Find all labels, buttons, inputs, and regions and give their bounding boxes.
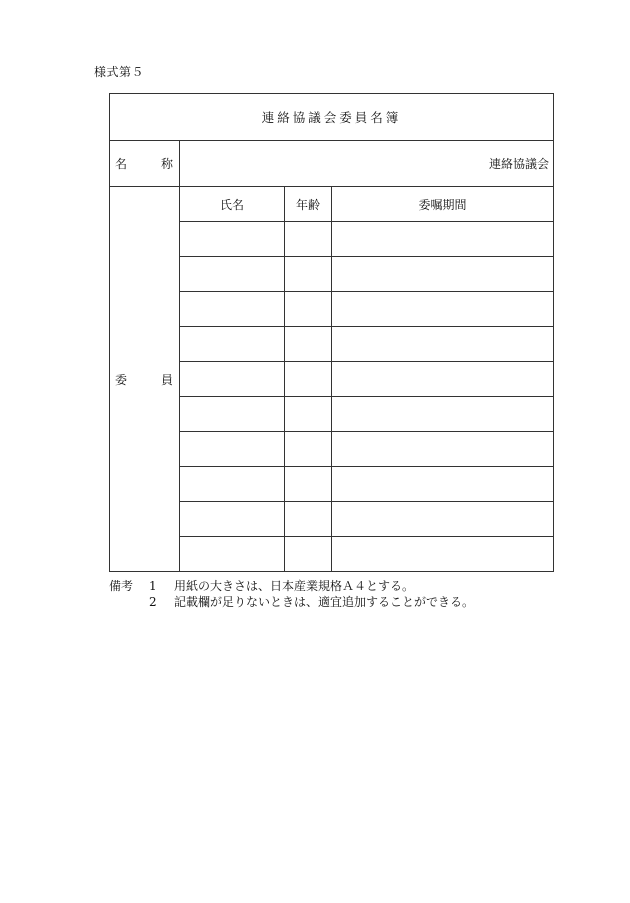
- name-cell[interactable]: [180, 537, 285, 572]
- members-label-char-2: 員: [160, 372, 173, 387]
- term-cell[interactable]: [332, 362, 554, 397]
- note-number: 2: [149, 595, 157, 609]
- age-cell[interactable]: [285, 327, 332, 362]
- column-header-age: 年齢: [285, 187, 332, 222]
- form-number: 様式第５: [94, 65, 145, 79]
- name-cell[interactable]: [180, 222, 285, 257]
- name-cell[interactable]: [180, 397, 285, 432]
- age-cell[interactable]: [285, 292, 332, 327]
- term-cell[interactable]: [332, 222, 554, 257]
- name-cell[interactable]: [180, 467, 285, 502]
- age-cell[interactable]: [285, 222, 332, 257]
- name-cell[interactable]: [180, 257, 285, 292]
- column-header-row: [110, 187, 554, 222]
- age-cell[interactable]: [285, 397, 332, 432]
- age-cell[interactable]: [285, 362, 332, 397]
- term-cell[interactable]: [332, 502, 554, 537]
- term-cell[interactable]: [332, 397, 554, 432]
- name-label-char-2: 称: [160, 157, 173, 171]
- title-row: [110, 94, 554, 141]
- table-title: 連絡協議会委員名簿: [110, 94, 554, 141]
- name-label-char-1: 名: [115, 157, 128, 171]
- name-cell[interactable]: [180, 292, 285, 327]
- members-label-cell: [110, 187, 180, 572]
- note-number: 1: [149, 579, 157, 593]
- note-text: 記載欄が足りないときは、適宜追加することができる。: [174, 595, 475, 609]
- note-item: [109, 578, 474, 594]
- column-header-name: 氏名: [180, 187, 285, 222]
- age-cell[interactable]: [285, 467, 332, 502]
- age-cell[interactable]: [285, 257, 332, 292]
- name-cell[interactable]: [180, 432, 285, 467]
- age-cell[interactable]: [285, 432, 332, 467]
- column-header-term: 委嘱期間: [332, 187, 554, 222]
- notes-section: [109, 578, 474, 610]
- name-row: [110, 141, 554, 187]
- notes-heading: 備考: [109, 579, 134, 593]
- name-label-cell: [110, 141, 180, 187]
- term-cell[interactable]: [332, 467, 554, 502]
- age-cell[interactable]: [285, 537, 332, 572]
- name-cell[interactable]: [180, 362, 285, 397]
- name-cell[interactable]: [180, 327, 285, 362]
- term-cell[interactable]: [332, 327, 554, 362]
- term-cell[interactable]: [332, 432, 554, 467]
- name-cell[interactable]: [180, 502, 285, 537]
- name-value: 連絡協議会: [180, 141, 554, 187]
- note-text: 用紙の大きさは、日本産業規格Ａ４とする。: [174, 579, 415, 593]
- age-cell[interactable]: [285, 502, 332, 537]
- term-cell[interactable]: [332, 537, 554, 572]
- note-item: [109, 594, 474, 610]
- term-cell[interactable]: [332, 292, 554, 327]
- members-label-char-1: 委: [115, 372, 128, 387]
- member-roster-table: [109, 93, 554, 572]
- term-cell[interactable]: [332, 257, 554, 292]
